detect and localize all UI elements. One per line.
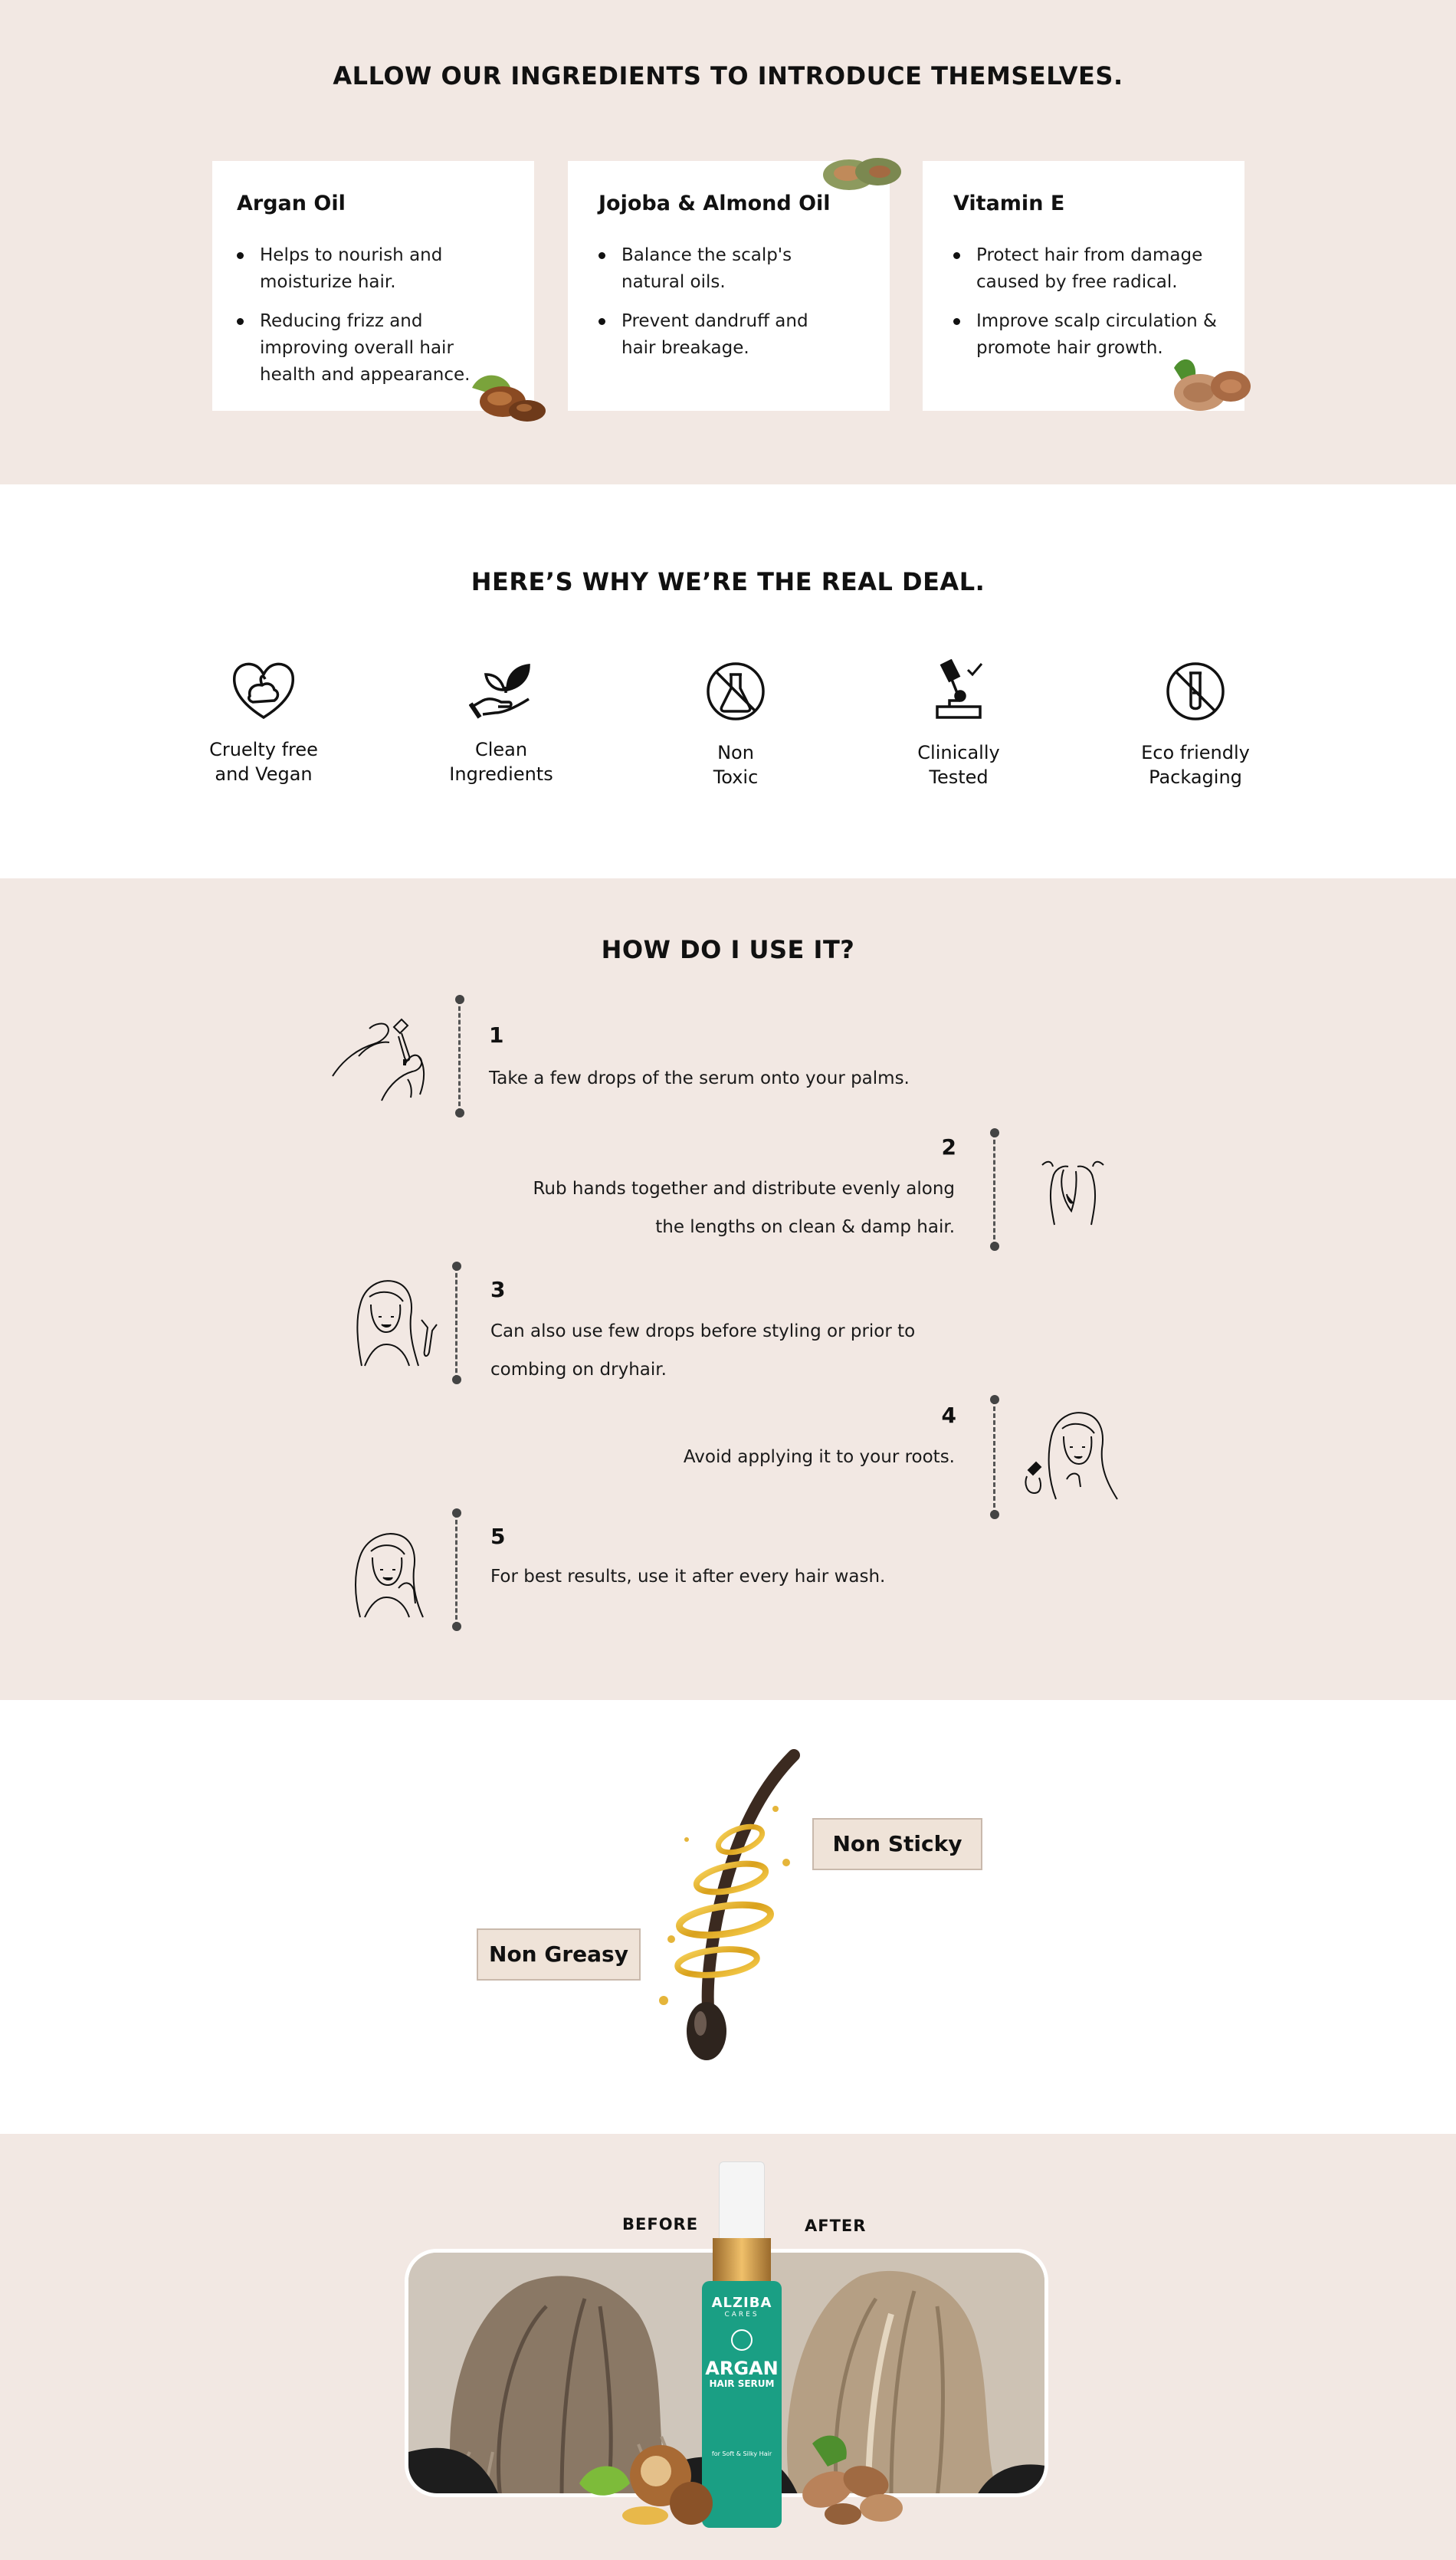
step-divider-dot: [990, 1242, 999, 1251]
step-divider-dot: [990, 1510, 999, 1519]
step-divider: [455, 1266, 457, 1380]
feature-label: [867, 740, 1051, 789]
bottle-brand: ALZIBA: [711, 2295, 772, 2311]
feature-label-line: Toxic: [713, 766, 759, 788]
jojoba-nut-icon: [818, 153, 907, 196]
feature-label-line: Non: [717, 742, 754, 763]
feature-clean-ingredients: [409, 659, 593, 786]
bottle-collar: [713, 2238, 771, 2284]
no-flask-icon: [703, 659, 768, 724]
step-divider: [455, 1513, 457, 1626]
ingredient-card-title: Jojoba & Almond Oil: [598, 192, 831, 215]
microscope-check-icon: [926, 659, 991, 724]
bottle-product-name: ARGAN: [705, 2358, 779, 2379]
step-text-line: Can also use few drops before styling or prior to: [490, 1321, 916, 1341]
ingredient-bullet: Balance the scalp's natural oils.: [598, 242, 828, 296]
feature-label-line: Eco friendly: [1141, 742, 1250, 763]
bunny-heart-icon: [231, 659, 296, 720]
step-divider-dot: [452, 1375, 461, 1384]
dropper-hand-illustration: [328, 1010, 435, 1102]
step-number: 3: [490, 1277, 506, 1302]
step-text: [533, 1170, 955, 1246]
step-text: For best results, use it after every hair wash.: [490, 1567, 886, 1587]
after-label: AFTER: [805, 2217, 867, 2235]
step-text-line: the lengths on clean & damp hair.: [655, 1217, 955, 1237]
argan-nut-icon: [466, 365, 550, 426]
step-divider-dot: [452, 1262, 461, 1271]
step-divider: [993, 1400, 995, 1515]
feature-label: [172, 737, 356, 786]
step-divider-dot: [452, 1622, 461, 1631]
features-heading: HERE’S WHY WE’RE THE REAL DEAL.: [471, 567, 985, 596]
step-divider-dot: [455, 995, 464, 1004]
ingredient-card-title: Argan Oil: [237, 192, 346, 215]
step-divider-dot: [990, 1395, 999, 1404]
woman-styling-illustration: [334, 1274, 441, 1369]
step-number: 5: [490, 1524, 506, 1549]
hair-strand-oil-swirl-image: [641, 1748, 817, 2069]
before-label: BEFORE: [622, 2215, 699, 2233]
bottle-emblem-icon: [731, 2329, 753, 2351]
step-divider-dot: [452, 1508, 461, 1518]
ingredient-bullet: Prevent dandruff and hair breakage.: [598, 308, 828, 362]
ingredient-card-jojoba: [568, 161, 890, 411]
ingredient-bullets: [598, 242, 828, 374]
almonds-image: [782, 2428, 912, 2528]
feature-label-line: Ingredients: [449, 763, 553, 785]
step-number: 2: [941, 1134, 956, 1160]
woman-smiling-illustration: [337, 1527, 441, 1620]
no-test-tube-icon: [1163, 659, 1228, 724]
step-divider: [458, 999, 461, 1113]
step-text-line: combing on dryhair.: [490, 1360, 667, 1380]
step-text: [490, 1312, 915, 1389]
feature-cruelty-free: [172, 659, 356, 786]
bottle-product-subtitle: HAIR SERUM: [709, 2378, 775, 2389]
non-greasy-tag: Non Greasy: [477, 1928, 641, 1981]
hands-rubbing-illustration: [1036, 1156, 1110, 1232]
ingredient-card-title: Vitamin E: [953, 192, 1065, 215]
ingredient-bullet: Improve scalp circulation & promote hair growth.: [953, 308, 1222, 362]
feature-label-line: Packaging: [1149, 766, 1242, 788]
hand-leaf-icon: [469, 659, 533, 720]
step-number: 1: [489, 1022, 504, 1048]
ingredients-section: [0, 0, 1456, 484]
feature-label-line: Clinically: [917, 742, 1000, 763]
bottle-note: for Soft & Silky Hair: [711, 2450, 772, 2457]
argan-nuts-leaves-image: [576, 2430, 714, 2529]
ingredient-bullet: Helps to nourish and moisturize hair.: [237, 242, 507, 296]
step-number: 4: [941, 1403, 956, 1428]
ingredient-bullet: Reducing frizz and improving overall hair health and appearance.: [237, 308, 507, 389]
feature-label: [1103, 740, 1287, 789]
step-text: Take a few drops of the serum onto your palms.: [489, 1068, 910, 1088]
feature-label-line: Tested: [929, 766, 989, 788]
feature-label: [409, 737, 593, 786]
ingredients-heading: ALLOW OUR INGREDIENTS TO INTRODUCE THEMSELVES.: [333, 61, 1123, 90]
usage-heading: HOW DO I USE IT?: [601, 935, 855, 964]
feature-label-line: and Vegan: [215, 763, 313, 785]
step-divider: [993, 1133, 995, 1246]
feature-eco-packaging: [1103, 659, 1287, 789]
feature-non-toxic: [644, 659, 828, 789]
bottle-brand-sub: CARES: [724, 2311, 759, 2319]
step-divider-dot: [990, 1128, 999, 1137]
woman-applying-serum-illustration: [1018, 1403, 1125, 1502]
feature-label-line: Cruelty free: [209, 739, 318, 760]
step-text-line: Rub hands together and distribute evenly along: [533, 1179, 955, 1199]
feature-clinically-tested: [867, 659, 1051, 789]
feature-label-line: Clean: [474, 739, 528, 760]
ingredient-bullet: Protect hair from damage caused by free radical.: [953, 242, 1222, 296]
step-text: Avoid applying it to your roots.: [683, 1447, 955, 1467]
almond-icon: [1163, 353, 1255, 418]
non-sticky-tag: Non Sticky: [812, 1818, 982, 1870]
feature-label: [644, 740, 828, 789]
step-divider-dot: [455, 1108, 464, 1118]
